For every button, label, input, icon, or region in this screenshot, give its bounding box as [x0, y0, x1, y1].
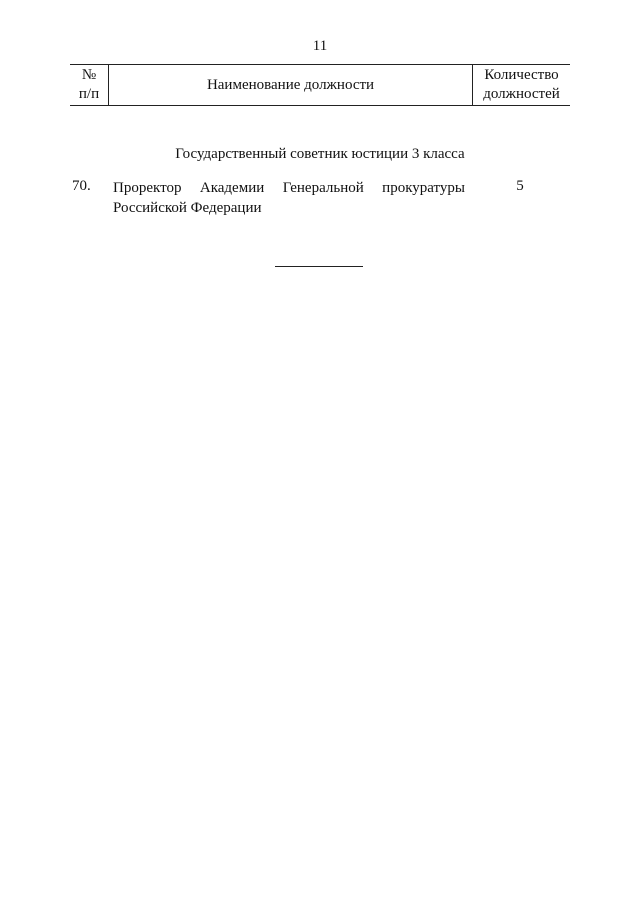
header-number-column [70, 65, 108, 106]
table-header [70, 64, 570, 106]
header-number-line2: п/п [78, 86, 100, 102]
row-position-count: 5 [516, 178, 524, 194]
section-title: Государственный советник юстиции 3 класса [175, 146, 465, 162]
row-number: 70. [72, 178, 91, 194]
header-name-column: Наименование должности [206, 77, 375, 93]
header-number-line1: № [81, 67, 97, 83]
header-count-line2: должностей [483, 86, 560, 102]
page-number: 11 [312, 38, 328, 54]
row-position-name: Проректор Академии Генеральной прокуратуры Российской Федерации [113, 180, 465, 216]
end-divider [275, 266, 363, 267]
header-count-line1: Количество [484, 67, 559, 83]
header-count-column [473, 65, 570, 106]
